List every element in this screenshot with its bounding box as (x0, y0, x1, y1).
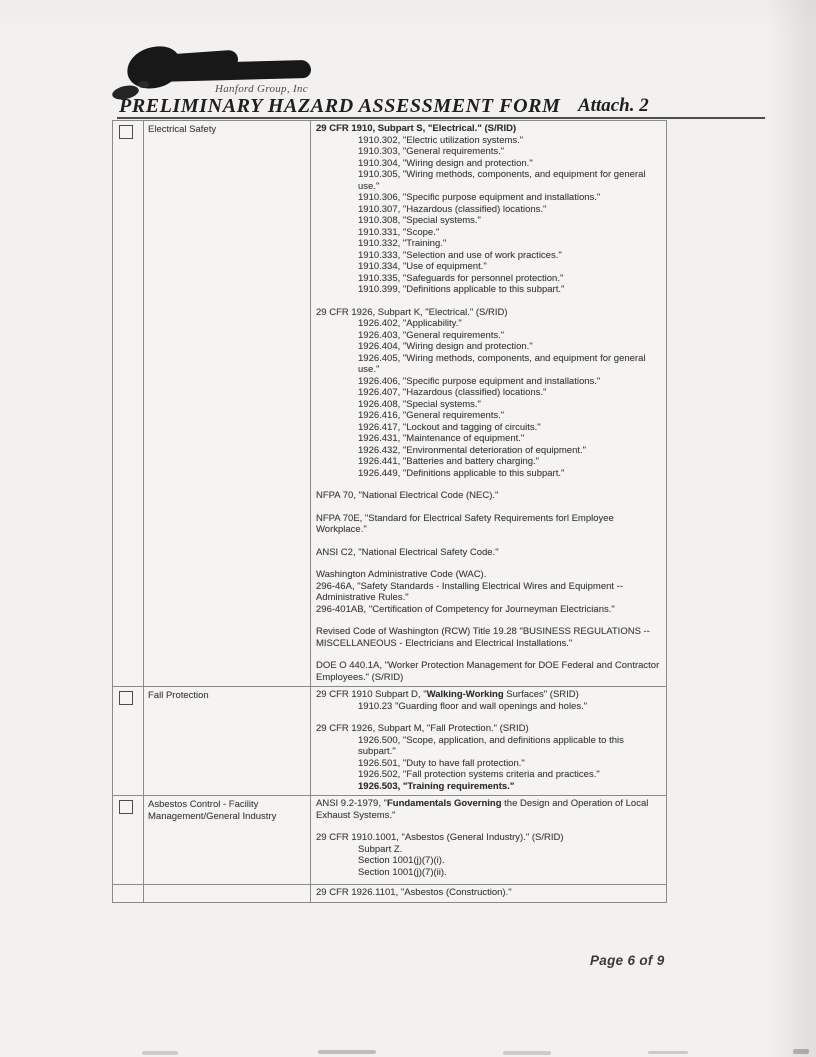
citation-block (316, 626, 660, 649)
logo-caption: Hanford Group, Inc (215, 83, 308, 95)
hazard-assessment-table (112, 120, 667, 903)
citation-line: Subpart Z. (358, 843, 403, 855)
attachment-label: Attach. 2 (578, 95, 649, 116)
citation-line: 1910.303, "General requirements." (358, 146, 505, 157)
citation-line: 1910.335, "Safeguards for personnel protection." (358, 272, 564, 284)
citation-line: NFPA 70E, "Standard for Electrical Safety Requirements forl Employee Workplace." (316, 512, 614, 535)
citation-block (316, 723, 660, 792)
citation-line: 1910.308, "Special systems." (358, 215, 481, 226)
checkbox-cell (113, 885, 144, 902)
checkbox-cell (113, 687, 144, 795)
logo-redaction-mark (148, 60, 311, 82)
table-row-electrical-safety (113, 121, 666, 686)
citation-line: 1926.502, "Fall protection systems criteria and practices." (358, 769, 600, 780)
category-cell (144, 885, 311, 902)
table-row-fall-protection (113, 686, 666, 795)
citation-line: 1926.406, "Specific purpose equipment and installations." (358, 375, 601, 387)
citation-line: 1926.500, "Scope, application, and definitions applicable to this subpart." (358, 734, 624, 757)
scan-smudge (142, 1051, 178, 1055)
scan-smudge (648, 1051, 688, 1054)
citation-line: 29 CFR 1910 Subpart D, "Walking-Working Surfaces" (SRID) (316, 689, 579, 700)
citation-line: 1926.408, "Special systems." (358, 398, 481, 410)
hazard-table-rows (113, 121, 666, 902)
citation-block (316, 832, 660, 878)
citation-block (316, 887, 660, 899)
citation-line: 1910.399, "Definitions applicable to this subpart." (358, 284, 565, 295)
checkbox-asbestos-control[interactable] (119, 800, 133, 814)
citation-line: 29 CFR 1926, Subpart K, "Electrical." (S/RID) (316, 306, 508, 318)
scan-smudge (318, 1050, 376, 1054)
citation-line: 1910.307, "Hazardous (classified) locations." (358, 203, 547, 215)
citation-line: 1910.306, "Specific purpose equipment and installations." (358, 192, 601, 203)
citation-block (316, 547, 660, 559)
table-row-asbestos-control (113, 795, 666, 884)
citation-line: 1926.432, "Environmental deterioration of equipment." (358, 444, 587, 456)
citation-line: 1926.403, "General requirements." (358, 329, 505, 341)
citation-line: 1926.449, "Definitions applicable to this subpart." (358, 467, 565, 479)
checkbox-electrical-safety[interactable] (119, 125, 133, 139)
checkbox-fall-protection[interactable] (119, 691, 133, 705)
form-title: PRELIMINARY HAZARD ASSESSMENT FORM (119, 95, 561, 117)
citation-line: 296-46A, "Safety Standards - Installing Electrical Wires and Equipment -- Administrative Rules." (316, 580, 623, 603)
scan-smudge (503, 1051, 551, 1055)
scan-smudge (793, 1049, 809, 1054)
citation-block (316, 689, 660, 712)
citation-line: 1926.416, "General requirements." (358, 410, 505, 421)
citation-block (316, 123, 660, 296)
citations-cell (311, 121, 666, 686)
category-label: Fall Protection (148, 690, 209, 701)
citation-line: Section 1001(j)(7)(i). (358, 855, 445, 866)
citation-line: ANSI C2, "National Electrical Safety Code." (316, 546, 499, 558)
page-number: Page 6 of 9 (590, 953, 665, 968)
checkbox-cell (113, 121, 144, 686)
citation-line: 29 CFR 1910.1001, "Asbestos (General Industry)." (S/RID) (316, 832, 564, 843)
citation-line: 1926.404, "Wiring design and protection." (358, 341, 533, 352)
citations-cell (311, 687, 666, 795)
category-label: Electrical Safety (148, 124, 217, 135)
citation-block (316, 307, 660, 480)
citations-cell (311, 885, 666, 902)
citation-line: 1926.407, "Hazardous (classified) locations." (358, 387, 547, 398)
citation-line: 1910.333, "Selection and use of work practices." (358, 249, 562, 261)
citations-cell (311, 796, 666, 884)
category-cell (144, 121, 311, 686)
citation-line: 1926.441, "Batteries and battery charging." (358, 456, 540, 467)
citation-line: 1910.331, "Scope." (358, 226, 440, 238)
citation-line: 29 CFR 1926, Subpart M, "Fall Protection." (SRID) (316, 723, 529, 734)
citation-line: DOE O 440.1A, "Worker Protection Management for DOE Federal and Contractor Employees." (S/RID) (316, 660, 660, 683)
citation-line: 1910.23 "Guarding floor and wall openings and holes." (358, 700, 588, 712)
citation-line: 1910.302, "Electric utilization systems." (358, 134, 524, 146)
citation-line: 1926.417, "Lockout and tagging of circuits." (358, 421, 541, 433)
citation-line: ANSI 9.2-1979, "Fundamentals Governing the Design and Operation of Local Exhaust Systems." (316, 798, 649, 821)
citation-line: 296-401AB, "Certification of Competency for Journeyman Electricians." (316, 603, 615, 615)
category-cell (144, 796, 311, 884)
citation-line: 1910.332, "Training." (358, 238, 447, 249)
citation-line: 1910.334, "Use of equipment." (358, 261, 487, 272)
table-row-asbestos-construction (113, 884, 666, 902)
title-underline (117, 117, 765, 119)
citation-block (316, 660, 660, 683)
citation-block (316, 798, 660, 821)
citation-block (316, 490, 660, 502)
citation-line: NFPA 70, "National Electrical Code (NEC)." (316, 490, 499, 501)
category-cell (144, 687, 311, 795)
citation-line: Washington Administrative Code (WAC). (316, 569, 487, 580)
citation-line: Revised Code of Washington (RCW) Title 19.28 "BUSINESS REGULATIONS --MISCELLANEOUS - Electricians and Electrical Installations." (316, 626, 650, 649)
category-label: Asbestos Control - Facility Management/General Industry (148, 799, 277, 822)
citation-line: 1926.402, "Applicability." (358, 318, 462, 329)
citation-line: 1926.501, "Duty to have fall protection." (358, 757, 525, 769)
citation-block (316, 513, 660, 536)
citation-line: 1926.503, "Training requirements." (358, 780, 515, 792)
citation-line: 29 CFR 1926.1101, "Asbestos (Construction)." (316, 887, 512, 898)
citation-line: 1910.304, "Wiring design and protection." (358, 157, 533, 169)
citation-line: 29 CFR 1910, Subpart S, "Electrical." (S/RID) (316, 123, 517, 134)
checkbox-cell (113, 796, 144, 884)
citation-line: Section 1001(j)(7)(ii). (358, 866, 447, 878)
citation-line: 1910.305, "Wiring methods, components, and equipment for general use." (358, 169, 646, 192)
logo-redaction-mark (138, 81, 149, 88)
citation-line: 1926.405, "Wiring methods, components, and equipment for general use." (358, 352, 646, 375)
citation-line: 1926.431, "Maintenance of equipment." (358, 433, 525, 444)
citation-block (316, 569, 660, 615)
